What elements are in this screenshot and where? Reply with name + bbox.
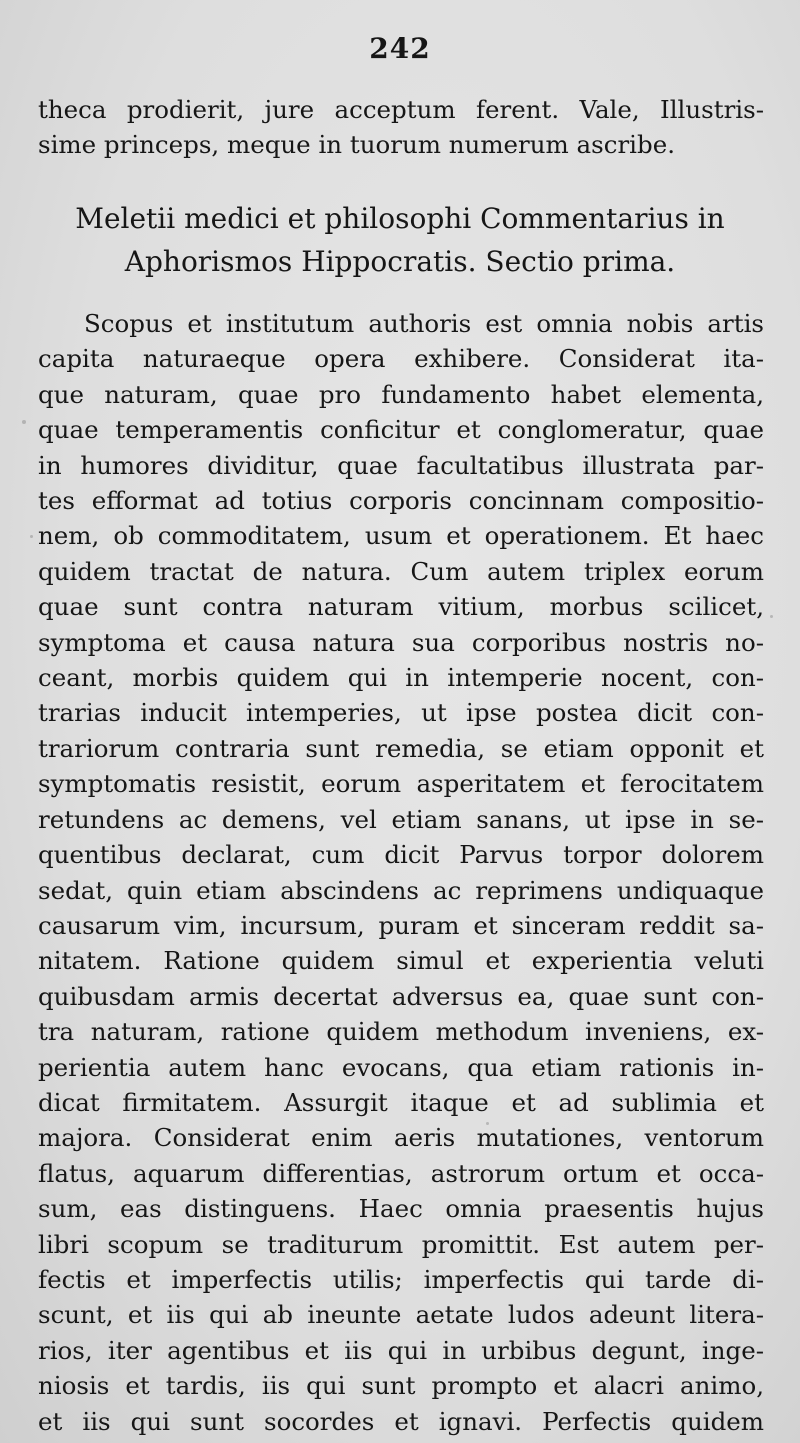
text-line: scunt, et iis qui ab ineunte aetate ludos adeunt litera-	[38, 1300, 764, 1330]
text-line: tra naturam, ratione quidem methodum inveniens, ex-	[38, 1017, 764, 1047]
text-line: tes efformat ad totius corporis concinnam compositio-	[38, 486, 764, 516]
text-line: flatus, aquarum differentias, astrorum ortum et occa-	[38, 1158, 764, 1188]
heading-line: Aphorismos Hippocratis. Sectio prima.	[124, 245, 676, 278]
text-line: rios, iter agentibus et iis qui in urbibus degunt, inge-	[38, 1335, 764, 1365]
text-line: perientia autem hanc evocans, qua etiam rationis in-	[38, 1052, 764, 1082]
text-line: niosis et tardis, iis qui sunt prompto et alacri animo,	[38, 1371, 764, 1401]
text-line: theca prodierit, jure acceptum ferent. Vale, Illustris-	[38, 95, 764, 124]
text-line: quibusdam armis decertat adversus ea, quae sunt con-	[38, 981, 764, 1011]
text-line: sum, eas distinguens. Haec omnia praesentis hujus	[38, 1194, 764, 1224]
text-line: symptomatis resistit, eorum asperitatem et ferocitatem	[38, 769, 764, 799]
text-line: symptoma et causa natura sua corporibus nostris no-	[38, 627, 764, 657]
text-line: causarum vim, incursum, puram et sinceram reddit sa-	[38, 910, 764, 940]
paper-speck	[486, 1122, 489, 1125]
text-line: quentibus declarat, cum dicit Parvus torpor dolorem	[38, 840, 764, 870]
paper-speck	[770, 615, 773, 618]
text-line: dicat firmitatem. Assurgit itaque et ad sublimia et	[38, 1087, 764, 1117]
text-line: quae temperamentis conficitur et conglomeratur, quae	[38, 415, 764, 445]
text-line: trariorum contraria sunt remedia, se etiam opponit et	[38, 733, 764, 763]
paper-speck	[30, 535, 33, 538]
text-line: sedat, quin etiam abscindens ac reprimens undiquaque	[38, 875, 764, 905]
heading-line: Meletii medici et philosophi Commentarius in	[75, 202, 725, 235]
text-line: capita naturaeque opera exhibere. Considerat ita-	[38, 344, 764, 374]
paper-speck	[22, 420, 26, 424]
text-line: sime princeps, meque in tuorum numerum ascribe.	[38, 130, 675, 160]
text-line: ceant, morbis quidem qui in intemperie nocent, con-	[38, 663, 764, 693]
intro-paragraph	[38, 92, 764, 163]
text-line: majora. Considerat enim aeris mutationes, ventorum	[38, 1123, 764, 1153]
text-line: retundens ac demens, vel etiam sanans, ut ipse in se-	[38, 804, 764, 834]
text-line: fectis et imperfectis utilis; imperfectis qui tarde di-	[38, 1264, 764, 1294]
text-line: trarias inducit intemperies, ut ipse postea dicit con-	[38, 698, 764, 728]
text-line: libri scopum se traditurum promittit. Est autem per-	[38, 1229, 764, 1259]
text-line: et iis qui sunt socordes et ignavi. Perfectis quidem	[38, 1406, 764, 1436]
page-number: 242	[369, 32, 431, 65]
text-line: nem, ob commoditatem, usum et operationem. Et haec	[38, 521, 764, 551]
text-line: Scopus et institutum authoris est omnia nobis artis	[84, 309, 764, 338]
text-line: quae sunt contra naturam vitium, morbus scilicet,	[38, 592, 764, 622]
text-line: que naturam, quae pro fundamento habet elementa,	[38, 379, 764, 409]
text-line: quidem tractat de natura. Cum autem triplex eorum	[38, 556, 764, 586]
text-line: in humores dividitur, quae facultatibus illustrata par-	[38, 450, 764, 480]
body-paragraph	[38, 306, 764, 1439]
text-line: nitatem. Ratione quidem simul et experientia veluti	[38, 946, 764, 976]
section-heading	[0, 197, 800, 283]
